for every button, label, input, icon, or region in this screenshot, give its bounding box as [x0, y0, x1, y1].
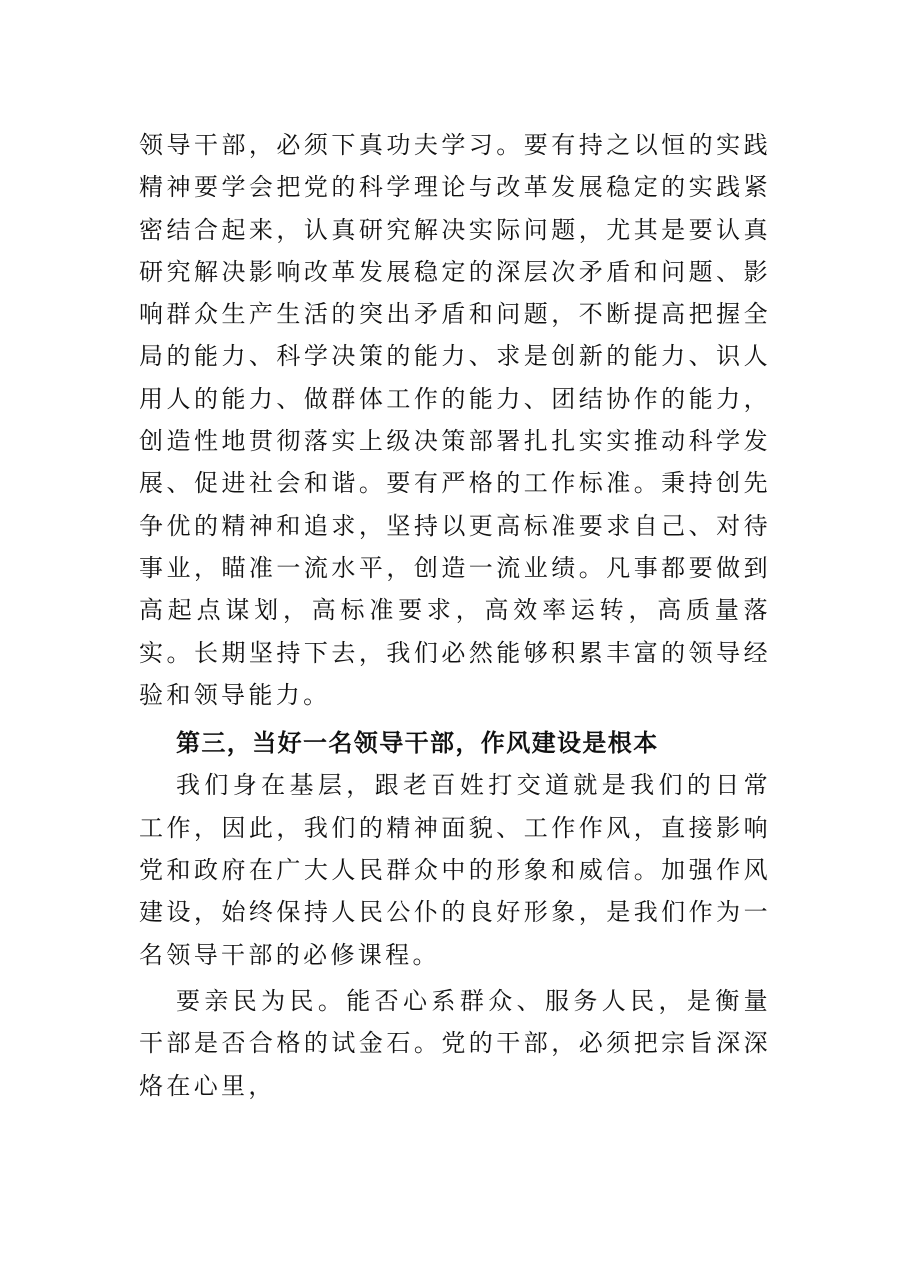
section-heading-work-style: 第三，当好一名领导干部，作风建设是根本 — [176, 729, 659, 758]
document-body — [139, 124, 771, 1107]
paragraph-serve-people: 要亲民为民。能否心系群众、服务人民，是衡量干部是否合格的试金石。党的干部，必须把宗旨深深烙在心里， — [139, 986, 771, 1100]
paragraph-leadership-study: 领导干部，必须下真功夫学习。要有持之以恒的实践精神要学会把党的科学理论与改革发展稳定的实践紧密结合起来，认真研究解决实际问题，尤其是要认真研究解决影响改革发展稳定的深层次矛盾和问题、影响群众生产生活的突出矛盾和问题，不断提高把握全局的能力、科学决策的能力、求是创新的能力、识人用人的能力、做群体工作的能力、团结协作的能力，创造性地贯彻落实上级决策部署扎扎实实推动科学发展、促进社会和谐。要有严格的工作标准。秉持创先争优的精神和追求，坚持以更高标准要求自己、对待事业，瞄准一流水平，创造一流业绩。凡事都要做到高起点谋划，高标准要求，高效率运转，高质量落实。长期坚持下去，我们必然能够积累丰富的领导经验和领导能力。 — [139, 131, 771, 709]
paragraph-grassroots-work: 我们身在基层，跟老百姓打交道就是我们的日常工作，因此，我们的精神面貌、工作作风，直接影响党和政府在广大人民群众中的形象和威信。加强作风建设，始终保持人民公仆的良好形象，是我们作为一名领导干部的必修课程。 — [139, 771, 771, 969]
